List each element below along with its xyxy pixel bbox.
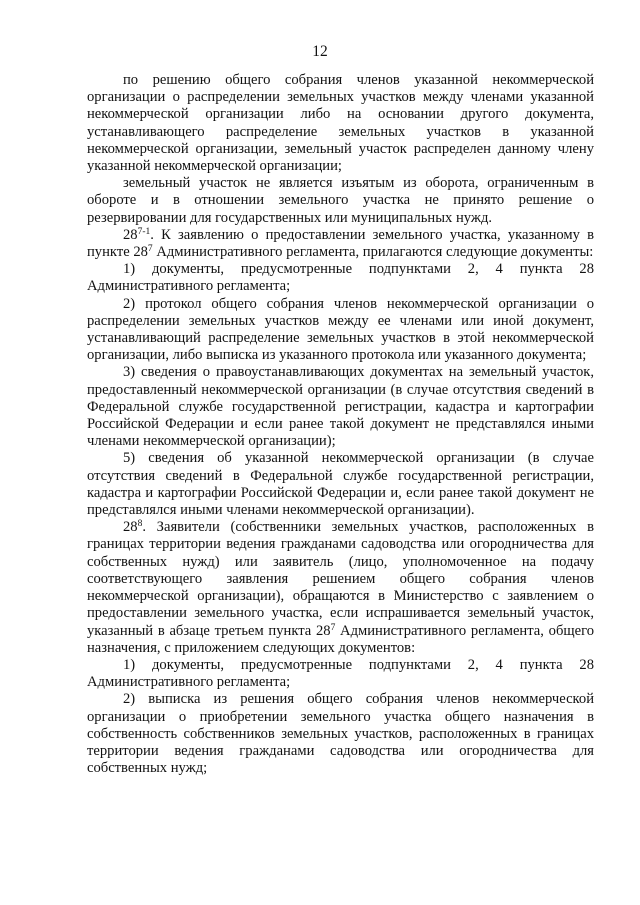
list-item: 3) сведения о правоустанавливающих документах на земельный участок, предоставленный некоммерческой организации (в случае отсутствия сведений в Федеральной службе государственной регистрации, кадастра и картографии Российской Федерации и если ранее такой документ не представлялся иными членами некоммерческой организации); [87, 364, 594, 450]
clause-number: 28 [123, 226, 138, 243]
paragraph-text: Административного регламента, общего назначения, с приложением следующих документов: [87, 622, 594, 656]
paragraph-text: Административного регламента, прилагаются следующие документы: [152, 244, 594, 261]
list-item: 2) протокол общего собрания членов некоммерческой организации о распределении земельных участков между ее членами или иной документ, устанавливающий распределение земельных участков в этой некоммерческой организации, либо выписка из указанного протокола или указанного документа; [87, 295, 594, 364]
document-body [87, 72, 594, 777]
paragraph-clause-28-8 [87, 519, 594, 657]
list-item: 5) сведения об указанной некоммерческой организации (в случае отсутствия сведений в Федеральной службе государственной регистрации, кадастра и картографии Российской Федерации и, если ранее такой документ не представлялся иными членами некоммерческой организации). [87, 450, 594, 519]
paragraph: по решению общего собрания членов указанной некоммерческой организации о распределении земельных участков между членами указанной некоммерческой организации либо на основании другого документа, устанавливающего распределение земельных участков в указанной некоммерческой организации, земельный участок распределен данному члену указанной некоммерческой организации; [87, 72, 594, 175]
paragraph-clause-28-7-1 [87, 227, 594, 261]
clause-number-superscript: 8 [137, 519, 143, 530]
page-number: 12 [312, 43, 328, 60]
paragraph: земельный участок не является изъятым из оборота, ограниченным в обороте и в отношении земельного участка не принято решение о резервировании для государственных или муниципальных нужд. [87, 175, 594, 226]
list-item: 1) документы, предусмотренные подпунктами 2, 4 пункта 28 Административного регламента; [87, 656, 594, 691]
reference-superscript: 7 [330, 622, 336, 633]
reference-superscript: 7 [147, 244, 153, 255]
clause-number: 28 [123, 519, 138, 536]
clause-number-superscript: 7-1 [137, 226, 151, 237]
paragraph-text: . Заявители (собственники земельных участков, расположенных в границах территории ведения гражданами садоводства или огородничества для собственных нужд) или заявитель (лицо, уполномоченное на подачу соответствующего заявления решением общего собрания членов некоммерческой организации), обращаются в Министерство с заявлением о предоставлении земельного участка, если испрашивается земельный участок, указанный в абзаце третьем пункта 28 [87, 519, 594, 639]
list-item: 1) документы, предусмотренные подпунктами 2, 4 пункта 28 Административного регламента; [87, 261, 594, 295]
list-item: 2) выписка из решения общего собрания членов некоммерческой организации о приобретении земельного участка общего назначения в собственность собственников земельных участков, расположенных в границах территории ведения гражданами садоводства или огородничества для собственных нужд; [87, 691, 594, 777]
paragraph-text: . К заявлению о предоставлении земельного участка, указанному в пункте 28 [87, 226, 594, 261]
